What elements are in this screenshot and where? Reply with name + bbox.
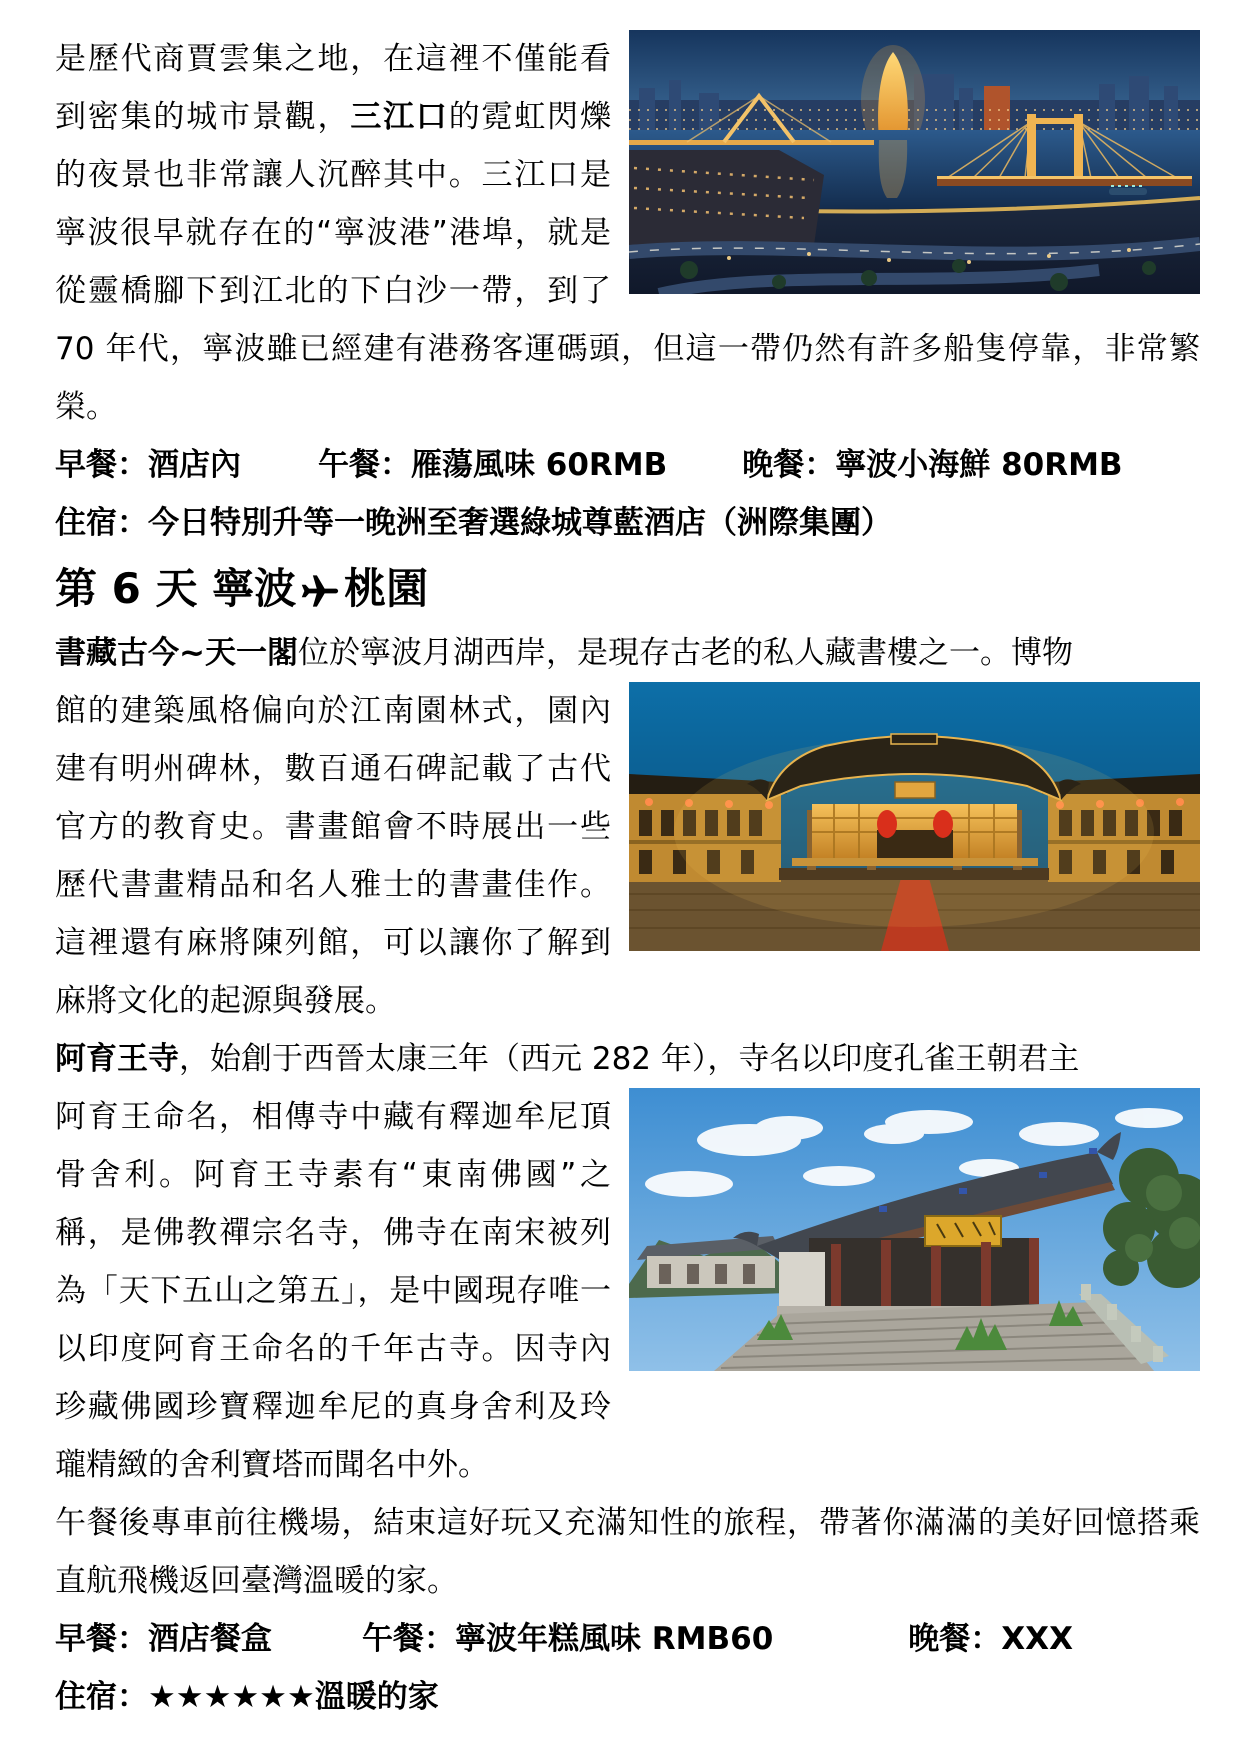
day6-dinner: 晚餐：XXX <box>908 1621 1073 1657</box>
day5-hotel: 住宿：今日特別升等一晚洲至奢選綠城尊藍酒店（洲際集團） <box>55 505 892 541</box>
day5-breakfast: 早餐：酒店內 <box>55 447 241 483</box>
tianyige-paragraph <box>55 682 1200 1030</box>
tianyige-lead-bold: 書藏古今~天一閣 <box>55 635 298 671</box>
tianyige-lead-rest: 位於寧波月湖西岸，是現存古老的私人藏書樓之一。博物 <box>297 635 1073 671</box>
day6-heading-prefix: 第 6 天 寧波 <box>55 564 297 613</box>
sanjiangkou-night-photo <box>629 30 1200 294</box>
day5-highlight-sanjiangkou: 三江口 <box>350 99 449 135</box>
airplane-icon <box>300 571 340 611</box>
ashoka-lead-line <box>55 1030 1200 1088</box>
day6-heading <box>55 554 1200 624</box>
tianyige-lead-line <box>55 624 1200 682</box>
ashoka-temple-photo <box>629 1088 1200 1371</box>
day6-breakfast: 早餐：酒店餐盒 <box>55 1621 272 1657</box>
ashoka-paragraph <box>55 1088 1200 1494</box>
day5-text-part2: 的霓虹閃爍的夜景也非常讓人沉醉其中。三江口是寧波很早就存在的“寧波港”港埠，就是從靈橋腳下到江北的下白沙一帶，到了 70 年代，寧波雖已經建有港務客運碼頭，但這一帶仍然有許多船隻停靠，非常繁榮。 <box>55 99 1200 425</box>
cityscape-night-illustration <box>629 30 1200 294</box>
tianyige-body-text: 館的建築風格偏向於江南園林式，園內建有明州碑林，數百通石碑記載了古代官方的教育史。書畫館會不時展出一些歷代書畫精品和名人雅士的書畫佳作。這裡還有麻將陳列館，可以讓你了解到麻將文化的起源與發展。 <box>55 693 611 1019</box>
day6-hotel: 住宿：★★★★★★溫暖的家 <box>55 1679 439 1715</box>
day5-text-part1: 是歷代商賈雲集之地，在這裡不僅能看到密集的城市景觀， <box>55 41 611 135</box>
ashoka-lead-rest: ，始創于西晉太康三年（西元 282 年），寺名以印度孔雀王朝君主 <box>179 1041 1080 1077</box>
day5-dinner: 晚餐：寧波小海鮮 80RMB <box>742 447 1123 483</box>
day5-paragraph <box>55 30 1200 436</box>
ashoka-temple-illustration <box>629 1088 1200 1371</box>
ashoka-body-text: 阿育王命名，相傳寺中藏有釋迦牟尼頂骨舍利。阿育王寺素有“東南佛國”之稱，是佛教禪宗名寺，佛寺在南宋被列為「天下五山之第五」，是中國現存唯一以印度阿育王命名的千年古寺。因寺內珍藏佛國珍寶釋迦牟尼的真身舍利及玲瓏精緻的舍利寶塔而聞名中外。 <box>55 1099 611 1483</box>
tianyige-illustration <box>629 682 1200 951</box>
ashoka-lead-bold: 阿育王寺 <box>55 1041 179 1077</box>
day6-closing-paragraph: 午餐後專車前往機場，結束這好玩又充滿知性的旅程，帶著你滿滿的美好回憶搭乘直航飛機返回臺灣溫暖的家。 <box>55 1505 1200 1599</box>
day6-heading-suffix: 桃園 <box>344 564 429 613</box>
day5-meals-row <box>55 436 1200 494</box>
day6-meals-row <box>55 1610 1200 1668</box>
day6-lunch: 午餐：寧波年糕風味 RMB60 <box>362 1621 774 1657</box>
day5-lunch: 午餐：雁蕩風味 60RMB <box>318 447 668 483</box>
tianyige-night-photo <box>629 682 1200 951</box>
